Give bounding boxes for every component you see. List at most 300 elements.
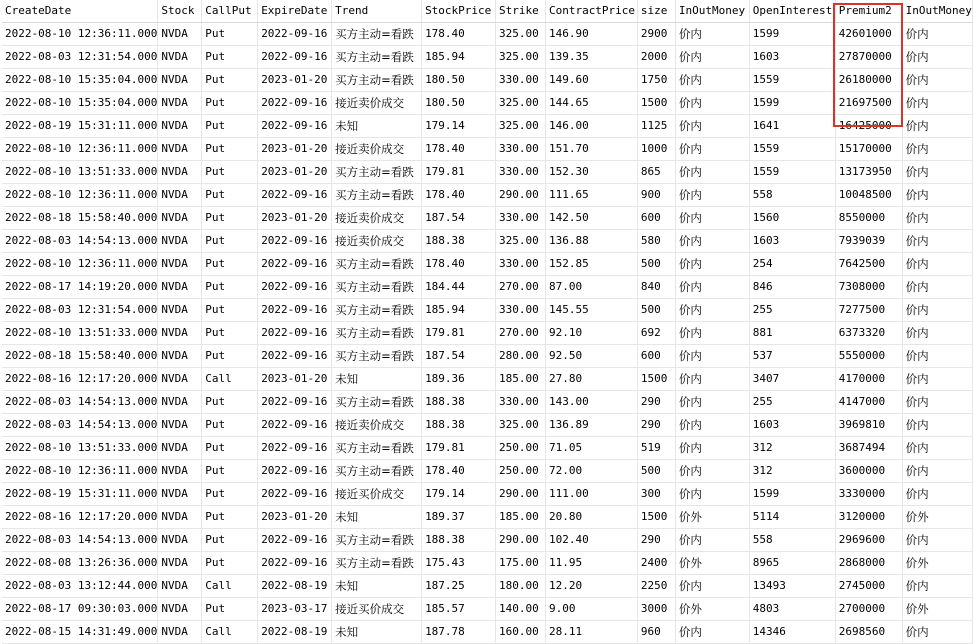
table-cell[interactable]: 买方主动=看跌 — [332, 69, 422, 92]
table-cell[interactable]: 买方主动=看跌 — [332, 437, 422, 460]
table-cell[interactable]: 价内 — [675, 92, 749, 115]
table-cell[interactable]: 143.00 — [545, 391, 637, 414]
table-cell[interactable]: 152.85 — [545, 253, 637, 276]
table-cell[interactable]: 2022-08-10 15:35:04.000 — [2, 92, 158, 115]
table-cell[interactable]: 2969600 — [835, 529, 902, 552]
table-cell[interactable]: 价内 — [902, 23, 972, 46]
table-cell[interactable]: NVDA — [158, 506, 202, 529]
table-cell[interactable]: 价内 — [902, 391, 972, 414]
table-cell[interactable]: 2023-01-20 — [258, 368, 332, 391]
table-row[interactable] — [2, 138, 973, 161]
table-cell[interactable]: 2700000 — [835, 598, 902, 621]
table-cell[interactable]: 价内 — [902, 230, 972, 253]
table-cell[interactable]: Put — [202, 138, 258, 161]
table-cell[interactable]: 2022-08-03 14:54:13.000 — [2, 230, 158, 253]
table-cell[interactable]: Put — [202, 460, 258, 483]
table-cell[interactable]: 2022-08-10 12:36:11.000 — [2, 184, 158, 207]
table-cell[interactable]: NVDA — [158, 414, 202, 437]
table-cell[interactable]: 175.43 — [422, 552, 496, 575]
table-cell[interactable]: 接近买价成交 — [332, 483, 422, 506]
table-cell[interactable]: 330.00 — [496, 299, 546, 322]
table-row[interactable] — [2, 161, 973, 184]
table-cell[interactable]: 558 — [749, 184, 835, 207]
column-header[interactable]: OpenInterest — [749, 0, 835, 23]
table-cell[interactable]: 2698560 — [835, 621, 902, 644]
table-cell[interactable]: NVDA — [158, 391, 202, 414]
column-header[interactable]: CallPut — [202, 0, 258, 23]
table-cell[interactable]: 7642500 — [835, 253, 902, 276]
table-cell[interactable]: 价内 — [902, 345, 972, 368]
table-cell[interactable]: 325.00 — [496, 115, 546, 138]
table-cell[interactable]: 537 — [749, 345, 835, 368]
table-cell[interactable]: 11.95 — [545, 552, 637, 575]
table-cell[interactable]: 3687494 — [835, 437, 902, 460]
table-cell[interactable]: 2022-08-17 14:19:20.000 — [2, 276, 158, 299]
table-cell[interactable]: 600 — [637, 207, 675, 230]
table-cell[interactable]: 价内 — [902, 138, 972, 161]
column-header[interactable]: InOutMoney — [902, 0, 972, 23]
table-cell[interactable]: 111.00 — [545, 483, 637, 506]
table-cell[interactable]: 买方主动=看跌 — [332, 460, 422, 483]
table-cell[interactable]: 72.00 — [545, 460, 637, 483]
table-cell[interactable]: 2022-09-16 — [258, 184, 332, 207]
table-cell[interactable]: 187.54 — [422, 345, 496, 368]
column-header[interactable]: CreateDate — [2, 0, 158, 23]
table-cell[interactable]: 价内 — [902, 69, 972, 92]
table-cell[interactable]: 接近卖价成交 — [332, 207, 422, 230]
table-cell[interactable]: 价内 — [902, 437, 972, 460]
table-cell[interactable]: Call — [202, 621, 258, 644]
table-cell[interactable]: 180.00 — [496, 575, 546, 598]
table-row[interactable] — [2, 391, 973, 414]
table-cell[interactable]: 价内 — [902, 368, 972, 391]
table-cell[interactable]: 买方主动=看跌 — [332, 184, 422, 207]
table-cell[interactable]: 92.50 — [545, 345, 637, 368]
table-cell[interactable]: 188.38 — [422, 230, 496, 253]
table-cell[interactable]: 2022-08-08 13:26:36.000 — [2, 552, 158, 575]
table-cell[interactable]: 16425000 — [835, 115, 902, 138]
table-cell[interactable]: 价外 — [902, 506, 972, 529]
table-row[interactable] — [2, 207, 973, 230]
table-row[interactable] — [2, 299, 973, 322]
table-cell[interactable]: 255 — [749, 299, 835, 322]
table-cell[interactable]: 87.00 — [545, 276, 637, 299]
table-cell[interactable]: 价内 — [675, 138, 749, 161]
table-cell[interactable]: 3330000 — [835, 483, 902, 506]
table-cell[interactable]: 325.00 — [496, 414, 546, 437]
table-cell[interactable]: 价外 — [675, 598, 749, 621]
table-cell[interactable]: 买方主动=看跌 — [332, 552, 422, 575]
table-cell[interactable]: 178.40 — [422, 138, 496, 161]
table-row[interactable] — [2, 115, 973, 138]
table-cell[interactable]: 价内 — [675, 483, 749, 506]
table-row[interactable] — [2, 598, 973, 621]
table-cell[interactable]: 1603 — [749, 230, 835, 253]
table-cell[interactable]: 300 — [637, 483, 675, 506]
table-cell[interactable]: 185.00 — [496, 506, 546, 529]
table-cell[interactable]: 185.57 — [422, 598, 496, 621]
table-cell[interactable]: 2250 — [637, 575, 675, 598]
table-cell[interactable]: 买方主动=看跌 — [332, 23, 422, 46]
table-cell[interactable]: 900 — [637, 184, 675, 207]
table-cell[interactable]: 160.00 — [496, 621, 546, 644]
table-cell[interactable]: 7308000 — [835, 276, 902, 299]
table-cell[interactable]: 92.10 — [545, 322, 637, 345]
column-header[interactable]: size — [637, 0, 675, 23]
table-cell[interactable]: 1603 — [749, 414, 835, 437]
table-cell[interactable]: 未知 — [332, 368, 422, 391]
table-cell[interactable]: 185.94 — [422, 299, 496, 322]
table-cell[interactable]: 价内 — [675, 460, 749, 483]
table-row[interactable] — [2, 552, 973, 575]
table-cell[interactable]: 价内 — [675, 414, 749, 437]
table-cell[interactable]: Put — [202, 437, 258, 460]
table-cell[interactable]: 1559 — [749, 138, 835, 161]
table-cell[interactable]: 价内 — [675, 253, 749, 276]
table-cell[interactable]: 未知 — [332, 506, 422, 529]
table-cell[interactable]: 2022-08-03 14:54:13.000 — [2, 391, 158, 414]
table-cell[interactable]: 2022-08-10 13:51:33.000 — [2, 161, 158, 184]
table-cell[interactable]: 178.40 — [422, 23, 496, 46]
table-cell[interactable]: 1500 — [637, 506, 675, 529]
table-cell[interactable]: 580 — [637, 230, 675, 253]
table-cell[interactable]: 290.00 — [496, 184, 546, 207]
table-cell[interactable]: 2022-08-03 13:12:44.000 — [2, 575, 158, 598]
table-cell[interactable]: 2022-08-10 15:35:04.000 — [2, 69, 158, 92]
table-cell[interactable]: 2022-08-10 13:51:33.000 — [2, 437, 158, 460]
table-cell[interactable]: 价内 — [675, 368, 749, 391]
table-cell[interactable]: 312 — [749, 437, 835, 460]
table-row[interactable] — [2, 368, 973, 391]
table-cell[interactable]: 价内 — [675, 529, 749, 552]
table-cell[interactable]: 2022-09-16 — [258, 115, 332, 138]
table-cell[interactable]: 270.00 — [496, 322, 546, 345]
column-header[interactable]: Stock — [158, 0, 202, 23]
table-cell[interactable]: 330.00 — [496, 161, 546, 184]
table-cell[interactable]: Put — [202, 345, 258, 368]
table-cell[interactable]: 价内 — [675, 161, 749, 184]
table-cell[interactable]: Put — [202, 322, 258, 345]
table-cell[interactable]: NVDA — [158, 92, 202, 115]
table-cell[interactable]: 151.70 — [545, 138, 637, 161]
table-cell[interactable]: 价内 — [902, 299, 972, 322]
table-cell[interactable]: 价内 — [902, 575, 972, 598]
table-cell[interactable]: Put — [202, 184, 258, 207]
table-row[interactable] — [2, 23, 973, 46]
table-cell[interactable]: 3600000 — [835, 460, 902, 483]
table-cell[interactable]: 2022-08-10 12:36:11.000 — [2, 253, 158, 276]
table-cell[interactable]: NVDA — [158, 483, 202, 506]
table-cell[interactable]: 290 — [637, 414, 675, 437]
table-cell[interactable]: Put — [202, 46, 258, 69]
table-cell[interactable]: 2022-08-18 15:58:40.000 — [2, 345, 158, 368]
table-cell[interactable]: 140.00 — [496, 598, 546, 621]
table-cell[interactable]: 2022-09-16 — [258, 253, 332, 276]
table-cell[interactable]: 2022-09-16 — [258, 230, 332, 253]
table-cell[interactable]: 价内 — [675, 276, 749, 299]
table-cell[interactable]: 价内 — [902, 414, 972, 437]
table-cell[interactable]: NVDA — [158, 529, 202, 552]
table-cell[interactable]: 188.38 — [422, 529, 496, 552]
table-cell[interactable]: 188.38 — [422, 414, 496, 437]
table-cell[interactable]: 330.00 — [496, 138, 546, 161]
table-cell[interactable]: 价外 — [675, 506, 749, 529]
table-cell[interactable]: Put — [202, 69, 258, 92]
table-cell[interactable]: Put — [202, 598, 258, 621]
table-cell[interactable]: 600 — [637, 345, 675, 368]
table-cell[interactable]: Put — [202, 276, 258, 299]
table-cell[interactable]: 1000 — [637, 138, 675, 161]
table-cell[interactable]: Put — [202, 23, 258, 46]
table-cell[interactable]: NVDA — [158, 207, 202, 230]
table-cell[interactable]: 价内 — [902, 92, 972, 115]
table-cell[interactable]: 250.00 — [496, 460, 546, 483]
table-cell[interactable]: 接近卖价成交 — [332, 230, 422, 253]
table-cell[interactable]: 184.44 — [422, 276, 496, 299]
table-cell[interactable]: 买方主动=看跌 — [332, 253, 422, 276]
table-cell[interactable]: 179.14 — [422, 483, 496, 506]
table-row[interactable] — [2, 253, 973, 276]
table-row[interactable] — [2, 92, 973, 115]
table-cell[interactable]: 1500 — [637, 92, 675, 115]
table-cell[interactable]: 价内 — [902, 276, 972, 299]
table-cell[interactable]: 2022-08-10 13:51:33.000 — [2, 322, 158, 345]
table-cell[interactable]: 2022-08-19 — [258, 575, 332, 598]
table-cell[interactable]: 187.78 — [422, 621, 496, 644]
table-cell[interactable]: 152.30 — [545, 161, 637, 184]
table-cell[interactable]: 价内 — [902, 184, 972, 207]
table-cell[interactable]: 2023-01-20 — [258, 161, 332, 184]
table-cell[interactable]: NVDA — [158, 552, 202, 575]
table-cell[interactable]: Put — [202, 299, 258, 322]
table-cell[interactable]: 7939039 — [835, 230, 902, 253]
table-cell[interactable]: 4803 — [749, 598, 835, 621]
table-cell[interactable]: 价内 — [675, 207, 749, 230]
table-cell[interactable]: 185.00 — [496, 368, 546, 391]
table-cell[interactable]: 255 — [749, 391, 835, 414]
table-cell[interactable]: Put — [202, 92, 258, 115]
table-cell[interactable]: 未知 — [332, 621, 422, 644]
table-row[interactable] — [2, 460, 973, 483]
table-cell[interactable]: 2022-09-16 — [258, 529, 332, 552]
table-cell[interactable]: 21697500 — [835, 92, 902, 115]
table-cell[interactable]: 2022-08-16 12:17:20.000 — [2, 506, 158, 529]
table-cell[interactable]: Put — [202, 115, 258, 138]
table-cell[interactable]: 146.90 — [545, 23, 637, 46]
table-row[interactable] — [2, 184, 973, 207]
table-cell[interactable]: 3000 — [637, 598, 675, 621]
table-cell[interactable]: 价内 — [675, 69, 749, 92]
table-cell[interactable]: 185.94 — [422, 46, 496, 69]
table-cell[interactable]: 买方主动=看跌 — [332, 322, 422, 345]
table-cell[interactable]: NVDA — [158, 161, 202, 184]
table-cell[interactable]: Put — [202, 391, 258, 414]
table-row[interactable] — [2, 345, 973, 368]
table-cell[interactable]: 20.80 — [545, 506, 637, 529]
table-cell[interactable]: 价内 — [675, 115, 749, 138]
table-cell[interactable]: 6373320 — [835, 322, 902, 345]
table-cell[interactable]: 8550000 — [835, 207, 902, 230]
table-cell[interactable]: NVDA — [158, 575, 202, 598]
table-cell[interactable]: 71.05 — [545, 437, 637, 460]
table-cell[interactable]: NVDA — [158, 322, 202, 345]
table-cell[interactable]: 692 — [637, 322, 675, 345]
table-cell[interactable]: 价内 — [902, 621, 972, 644]
table-cell[interactable]: 价内 — [902, 529, 972, 552]
table-cell[interactable]: 2022-08-16 12:17:20.000 — [2, 368, 158, 391]
table-cell[interactable]: 价内 — [902, 161, 972, 184]
table-cell[interactable]: 178.40 — [422, 460, 496, 483]
table-cell[interactable]: 价内 — [902, 207, 972, 230]
table-cell[interactable]: 接近卖价成交 — [332, 138, 422, 161]
table-cell[interactable]: 1599 — [749, 92, 835, 115]
column-header[interactable]: InOutMoney — [675, 0, 749, 23]
table-cell[interactable]: 13493 — [749, 575, 835, 598]
table-cell[interactable]: NVDA — [158, 276, 202, 299]
table-cell[interactable]: 价内 — [675, 230, 749, 253]
table-row[interactable] — [2, 230, 973, 253]
table-cell[interactable]: 买方主动=看跌 — [332, 276, 422, 299]
table-cell[interactable]: 1603 — [749, 46, 835, 69]
table-cell[interactable]: 102.40 — [545, 529, 637, 552]
table-cell[interactable]: 290 — [637, 391, 675, 414]
table-cell[interactable]: 2022-09-16 — [258, 552, 332, 575]
table-cell[interactable]: 2022-09-16 — [258, 460, 332, 483]
table-cell[interactable]: 330.00 — [496, 391, 546, 414]
table-cell[interactable]: 2400 — [637, 552, 675, 575]
table-cell[interactable]: 价内 — [902, 46, 972, 69]
table-cell[interactable]: 139.35 — [545, 46, 637, 69]
table-cell[interactable]: NVDA — [158, 184, 202, 207]
table-cell[interactable]: 2023-01-20 — [258, 69, 332, 92]
table-cell[interactable]: 买方主动=看跌 — [332, 391, 422, 414]
table-cell[interactable]: 27.80 — [545, 368, 637, 391]
table-cell[interactable]: 2022-09-16 — [258, 391, 332, 414]
table-cell[interactable]: 179.81 — [422, 322, 496, 345]
table-cell[interactable]: 180.50 — [422, 92, 496, 115]
table-cell[interactable]: 312 — [749, 460, 835, 483]
table-cell[interactable]: 846 — [749, 276, 835, 299]
table-row[interactable] — [2, 575, 973, 598]
table-cell[interactable]: 2022-08-03 12:31:54.000 — [2, 46, 158, 69]
table-cell[interactable]: 144.65 — [545, 92, 637, 115]
table-cell[interactable]: 价内 — [902, 460, 972, 483]
table-cell[interactable]: 价内 — [675, 184, 749, 207]
table-cell[interactable]: NVDA — [158, 138, 202, 161]
table-cell[interactable]: 149.60 — [545, 69, 637, 92]
table-cell[interactable]: 500 — [637, 460, 675, 483]
table-cell[interactable]: 买方主动=看跌 — [332, 345, 422, 368]
table-row[interactable] — [2, 414, 973, 437]
table-cell[interactable]: 价外 — [902, 552, 972, 575]
table-cell[interactable]: 价外 — [902, 598, 972, 621]
table-cell[interactable]: Put — [202, 483, 258, 506]
table-cell[interactable]: 250.00 — [496, 437, 546, 460]
table-cell[interactable]: Put — [202, 253, 258, 276]
table-cell[interactable]: 2022-09-16 — [258, 345, 332, 368]
table-cell[interactable]: NVDA — [158, 253, 202, 276]
table-cell[interactable]: 146.00 — [545, 115, 637, 138]
table-cell[interactable]: 189.36 — [422, 368, 496, 391]
table-cell[interactable]: 187.54 — [422, 207, 496, 230]
table-row[interactable] — [2, 69, 973, 92]
table-cell[interactable]: 290.00 — [496, 483, 546, 506]
table-cell[interactable]: 136.89 — [545, 414, 637, 437]
table-cell[interactable]: 价内 — [675, 391, 749, 414]
table-cell[interactable]: 价内 — [902, 115, 972, 138]
table-cell[interactable]: 254 — [749, 253, 835, 276]
table-cell[interactable]: 178.40 — [422, 253, 496, 276]
table-row[interactable] — [2, 483, 973, 506]
table-cell[interactable]: 买方主动=看跌 — [332, 161, 422, 184]
table-cell[interactable]: 28.11 — [545, 621, 637, 644]
table-cell[interactable]: 9.00 — [545, 598, 637, 621]
table-cell[interactable]: 13173950 — [835, 161, 902, 184]
table-cell[interactable]: NVDA — [158, 345, 202, 368]
table-cell[interactable]: 3407 — [749, 368, 835, 391]
table-cell[interactable]: 325.00 — [496, 23, 546, 46]
table-cell[interactable]: 330.00 — [496, 253, 546, 276]
column-header[interactable]: ContractPrice — [545, 0, 637, 23]
table-cell[interactable]: NVDA — [158, 368, 202, 391]
table-cell[interactable]: NVDA — [158, 621, 202, 644]
table-cell[interactable]: 500 — [637, 253, 675, 276]
table-cell[interactable]: 280.00 — [496, 345, 546, 368]
table-cell[interactable]: 1599 — [749, 23, 835, 46]
table-cell[interactable]: 1599 — [749, 483, 835, 506]
table-row[interactable] — [2, 276, 973, 299]
table-cell[interactable]: 2023-01-20 — [258, 207, 332, 230]
table-row[interactable] — [2, 621, 973, 644]
table-cell[interactable]: 865 — [637, 161, 675, 184]
table-row[interactable] — [2, 437, 973, 460]
table-cell[interactable]: 价内 — [902, 322, 972, 345]
table-cell[interactable]: 7277500 — [835, 299, 902, 322]
table-cell[interactable]: 2022-08-10 12:36:11.000 — [2, 138, 158, 161]
table-cell[interactable]: 4147000 — [835, 391, 902, 414]
table-cell[interactable]: 2022-09-16 — [258, 483, 332, 506]
table-cell[interactable]: 290.00 — [496, 529, 546, 552]
table-cell[interactable]: 325.00 — [496, 46, 546, 69]
table-cell[interactable]: 270.00 — [496, 276, 546, 299]
table-cell[interactable]: 5550000 — [835, 345, 902, 368]
table-cell[interactable]: 519 — [637, 437, 675, 460]
table-cell[interactable]: NVDA — [158, 598, 202, 621]
table-cell[interactable]: 2900 — [637, 23, 675, 46]
table-cell[interactable]: 买方主动=看跌 — [332, 529, 422, 552]
table-cell[interactable]: 买方主动=看跌 — [332, 46, 422, 69]
table-cell[interactable]: 2022-08-18 15:58:40.000 — [2, 207, 158, 230]
table-cell[interactable]: 价内 — [675, 621, 749, 644]
table-cell[interactable]: 2022-08-19 15:31:11.000 — [2, 115, 158, 138]
table-cell[interactable]: 价内 — [902, 253, 972, 276]
table-cell[interactable]: 14346 — [749, 621, 835, 644]
table-cell[interactable]: 2022-09-16 — [258, 299, 332, 322]
table-cell[interactable]: 179.14 — [422, 115, 496, 138]
table-cell[interactable]: 3120000 — [835, 506, 902, 529]
table-cell[interactable]: 2022-08-15 14:31:49.000 — [2, 621, 158, 644]
table-cell[interactable]: 15170000 — [835, 138, 902, 161]
table-cell[interactable]: 价内 — [675, 299, 749, 322]
table-cell[interactable]: 价内 — [675, 322, 749, 345]
table-cell[interactable]: 2022-08-03 14:54:13.000 — [2, 529, 158, 552]
table-cell[interactable]: 180.50 — [422, 69, 496, 92]
table-cell[interactable]: 42601000 — [835, 23, 902, 46]
table-cell[interactable]: 188.38 — [422, 391, 496, 414]
table-cell[interactable]: 1500 — [637, 368, 675, 391]
table-cell[interactable]: 未知 — [332, 575, 422, 598]
table-cell[interactable]: 187.25 — [422, 575, 496, 598]
